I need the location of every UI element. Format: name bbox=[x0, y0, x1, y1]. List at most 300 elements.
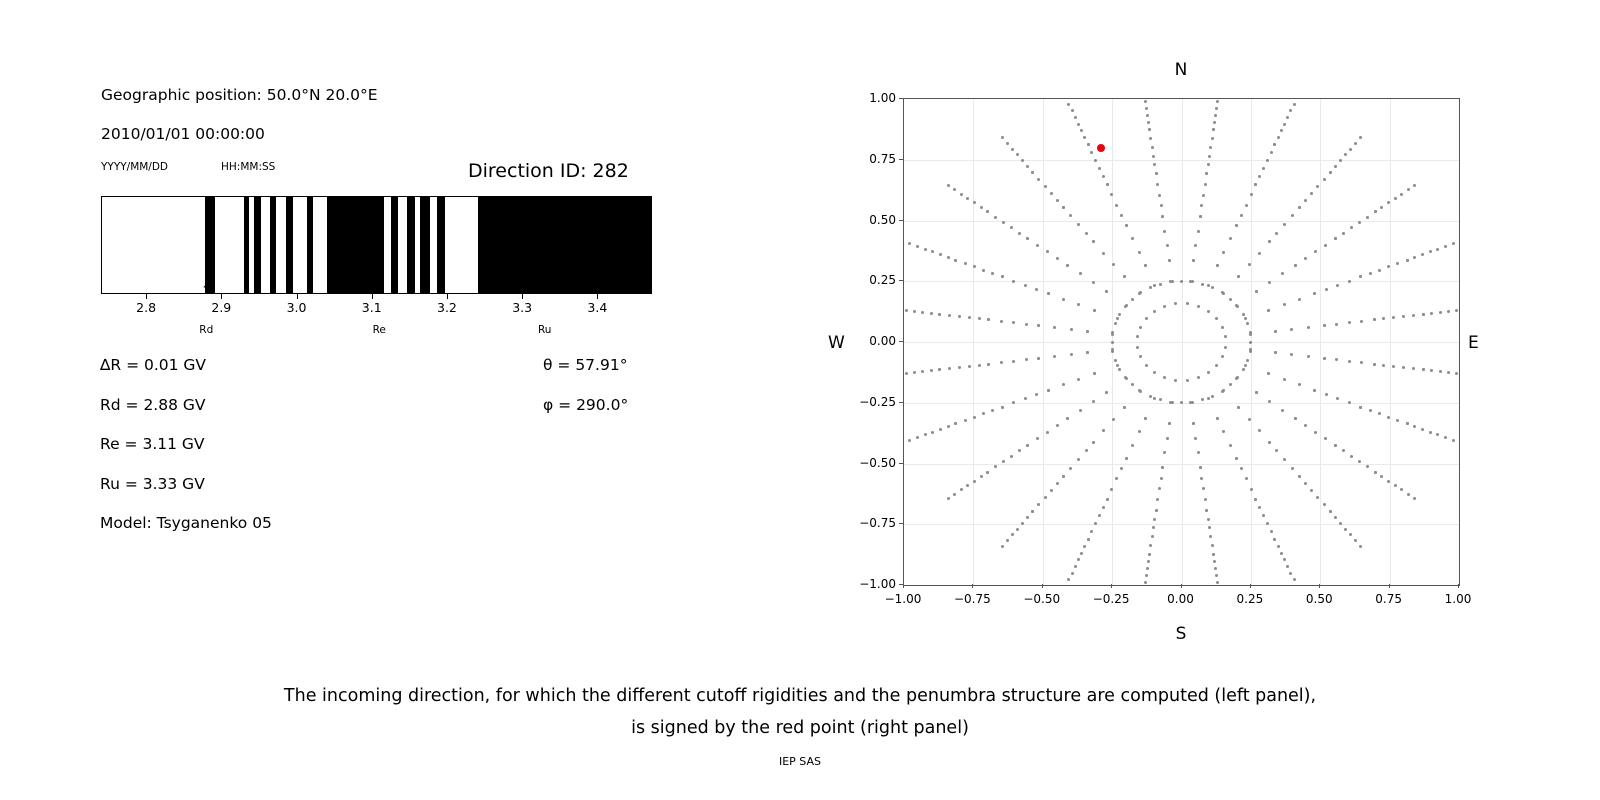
direction-point bbox=[1159, 283, 1162, 286]
direction-point bbox=[994, 465, 997, 468]
y-axis-tickmark bbox=[899, 98, 903, 99]
direction-point bbox=[1325, 288, 1328, 291]
direction-point bbox=[1348, 321, 1351, 324]
direction-point bbox=[1413, 425, 1416, 428]
direction-point bbox=[1011, 148, 1014, 151]
stat-model: Model: Tsyganenko 05 bbox=[100, 514, 272, 532]
direction-point bbox=[982, 412, 985, 415]
direction-point bbox=[1212, 553, 1215, 556]
direction-point bbox=[1324, 437, 1327, 440]
direction-point bbox=[991, 409, 994, 412]
direction-point bbox=[1036, 437, 1039, 440]
direction-point bbox=[1245, 204, 1248, 207]
direction-point bbox=[1163, 305, 1166, 308]
penumbra-band bbox=[307, 197, 314, 293]
direction-point bbox=[1079, 272, 1082, 275]
direction-point bbox=[1087, 538, 1090, 541]
direction-point bbox=[1273, 538, 1276, 541]
penumbra-axis-tick-label: 3.4 bbox=[587, 300, 608, 315]
direction-point bbox=[1200, 204, 1203, 207]
direction-point bbox=[1294, 417, 1297, 420]
direction-point bbox=[1378, 269, 1381, 272]
direction-point bbox=[1400, 193, 1403, 196]
direction-point bbox=[1334, 516, 1337, 519]
direction-point bbox=[1194, 244, 1197, 247]
direction-point bbox=[1342, 232, 1345, 235]
direction-point bbox=[1402, 366, 1405, 369]
gridline-horizontal bbox=[904, 160, 1459, 161]
direction-point bbox=[1344, 153, 1347, 156]
direction-point bbox=[1163, 376, 1166, 379]
direction-point bbox=[1197, 376, 1200, 379]
direction-point bbox=[1001, 545, 1004, 548]
direction-point bbox=[1086, 351, 1089, 354]
direction-point bbox=[1012, 401, 1015, 404]
compass-label-east: E bbox=[1468, 333, 1479, 353]
direction-point bbox=[1336, 397, 1339, 400]
direction-point bbox=[1380, 475, 1383, 478]
direction-point bbox=[1349, 533, 1352, 536]
direction-point bbox=[1161, 215, 1164, 218]
direction-point bbox=[1044, 496, 1047, 499]
direction-point bbox=[973, 416, 976, 419]
direction-point bbox=[1291, 214, 1294, 217]
direction-point bbox=[1304, 257, 1307, 260]
direction-point bbox=[1145, 574, 1148, 577]
direction-point bbox=[1277, 545, 1280, 548]
direction-point bbox=[1394, 197, 1397, 200]
direction-point bbox=[1145, 107, 1148, 110]
y-axis-tickmark bbox=[899, 220, 903, 221]
direction-point bbox=[1358, 460, 1361, 463]
direction-point bbox=[1087, 143, 1090, 146]
direction-point bbox=[1334, 444, 1337, 447]
direction-point bbox=[1229, 444, 1232, 447]
direction-point bbox=[930, 369, 933, 372]
direction-point bbox=[1124, 305, 1127, 308]
direction-point bbox=[1339, 159, 1342, 162]
x-axis-tick-label: −0.50 bbox=[1023, 592, 1061, 606]
direction-point bbox=[1304, 199, 1307, 202]
direction-point bbox=[1201, 283, 1204, 286]
gridline-horizontal bbox=[904, 342, 1459, 343]
direction-point bbox=[1360, 320, 1363, 323]
x-axis-tick-label: 0.00 bbox=[1167, 592, 1194, 606]
direction-point bbox=[986, 210, 989, 213]
compass-label-north: N bbox=[1174, 60, 1188, 80]
direction-point bbox=[1168, 422, 1171, 425]
direction-point bbox=[1044, 185, 1047, 188]
direction-point bbox=[1413, 184, 1416, 187]
direction-point bbox=[1037, 178, 1040, 181]
direction-point bbox=[1358, 221, 1361, 224]
direction-point bbox=[930, 312, 933, 315]
direction-point bbox=[1268, 400, 1271, 403]
direction-point bbox=[1192, 422, 1195, 425]
y-axis-tick-label: 1.00 bbox=[869, 91, 896, 105]
direction-point bbox=[1224, 346, 1227, 349]
direction-point bbox=[1313, 292, 1316, 295]
direction-point bbox=[924, 248, 927, 251]
direction-point bbox=[1090, 530, 1093, 533]
direction-point bbox=[1215, 574, 1218, 577]
direction-point bbox=[1314, 431, 1317, 434]
direction-point bbox=[1268, 441, 1271, 444]
direction-point bbox=[1298, 206, 1301, 209]
direction-point bbox=[1221, 326, 1224, 329]
direction-point bbox=[1147, 560, 1150, 563]
x-axis-tickmark bbox=[1042, 584, 1043, 588]
direction-point bbox=[1093, 309, 1096, 312]
penumbra-axis-tick-label: 2.8 bbox=[136, 300, 157, 315]
stat-re: Re = 3.11 GV bbox=[100, 435, 205, 453]
direction-point bbox=[1169, 401, 1172, 404]
direction-point bbox=[1000, 320, 1003, 323]
direction-point bbox=[1412, 314, 1415, 317]
direction-point bbox=[913, 310, 916, 313]
direction-point bbox=[1335, 358, 1338, 361]
y-axis-tick-label: −0.25 bbox=[859, 394, 896, 409]
direction-point bbox=[1050, 489, 1053, 492]
direction-point bbox=[1062, 475, 1065, 478]
direction-point bbox=[1136, 346, 1139, 349]
direction-point bbox=[1125, 224, 1128, 227]
y-axis-tickmark bbox=[899, 523, 903, 524]
direction-point bbox=[1085, 232, 1088, 235]
direction-point bbox=[1237, 406, 1240, 409]
y-axis-tick-label: −1.00 bbox=[859, 577, 896, 591]
penumbra-bar-chart bbox=[101, 196, 652, 294]
direction-point bbox=[1199, 466, 1202, 469]
x-axis-tick-label: 0.50 bbox=[1305, 592, 1333, 606]
direction-point bbox=[1216, 100, 1219, 103]
datetime-label: 2010/01/01 00:00:00 bbox=[101, 125, 265, 143]
direction-point bbox=[1348, 401, 1351, 404]
direction-point bbox=[1191, 401, 1194, 404]
direction-point bbox=[1242, 313, 1245, 316]
direction-point bbox=[1207, 397, 1210, 400]
direction-point bbox=[1098, 514, 1101, 517]
direction-point bbox=[1447, 310, 1450, 313]
direction-point bbox=[1071, 109, 1074, 112]
direction-point bbox=[1280, 129, 1283, 132]
direction-point bbox=[1304, 424, 1307, 427]
gridline-horizontal bbox=[904, 464, 1459, 465]
direction-point bbox=[1250, 488, 1253, 491]
direction-point bbox=[1215, 317, 1218, 320]
direction-point bbox=[1144, 581, 1147, 584]
direction-point bbox=[1115, 204, 1118, 207]
direction-point bbox=[1149, 137, 1152, 140]
direction-point bbox=[1236, 376, 1239, 379]
direction-point bbox=[1407, 493, 1410, 496]
penumbra-band bbox=[270, 197, 277, 293]
direction-point bbox=[1360, 361, 1363, 364]
direction-point bbox=[1211, 544, 1214, 547]
direction-point bbox=[1144, 264, 1147, 267]
direction-point bbox=[1339, 522, 1342, 525]
direction-point bbox=[1201, 398, 1204, 401]
x-axis-tickmark bbox=[1389, 584, 1390, 588]
direction-point bbox=[1366, 216, 1369, 219]
direction-point bbox=[1382, 317, 1385, 320]
direction-point bbox=[1209, 146, 1212, 149]
direction-point bbox=[1222, 430, 1225, 433]
direction-point bbox=[1237, 275, 1240, 278]
direction-point bbox=[1213, 121, 1216, 124]
direction-point bbox=[1093, 372, 1096, 375]
direction-point bbox=[1035, 288, 1038, 291]
direction-point bbox=[1336, 284, 1339, 287]
direction-point bbox=[1207, 163, 1210, 166]
penumbra-band bbox=[244, 197, 249, 293]
direction-point bbox=[954, 422, 957, 425]
direction-point bbox=[1011, 533, 1014, 536]
direction-point bbox=[1373, 318, 1376, 321]
direction-point bbox=[1118, 313, 1121, 316]
direction-point bbox=[1070, 328, 1073, 331]
direction-point bbox=[931, 431, 934, 434]
direction-point bbox=[1077, 378, 1080, 381]
penumbra-axis-tick bbox=[597, 294, 598, 299]
direction-point bbox=[1080, 129, 1083, 132]
direction-point bbox=[1145, 317, 1148, 320]
direction-point bbox=[1066, 264, 1069, 267]
direction-point bbox=[1274, 351, 1277, 354]
direction-point bbox=[1258, 429, 1261, 432]
direction-point bbox=[905, 372, 908, 375]
direction-point bbox=[1323, 324, 1326, 327]
direction-point bbox=[1268, 281, 1271, 284]
penumbra-panel bbox=[0, 0, 760, 660]
penumbra-axis-tick bbox=[146, 294, 147, 299]
direction-point bbox=[968, 365, 971, 368]
direction-point bbox=[1298, 475, 1301, 478]
direction-point bbox=[1374, 210, 1377, 213]
direction-point bbox=[1156, 183, 1159, 186]
direction-point bbox=[964, 419, 967, 422]
direction-point bbox=[1067, 578, 1070, 581]
direction-point bbox=[1294, 264, 1297, 267]
direction-point bbox=[1056, 482, 1059, 485]
direction-point bbox=[1283, 558, 1286, 561]
direction-point bbox=[1152, 155, 1155, 158]
direction-point bbox=[1350, 226, 1353, 229]
direction-point bbox=[1329, 171, 1332, 174]
direction-point bbox=[1153, 163, 1156, 166]
direction-point bbox=[1056, 199, 1059, 202]
direction-point bbox=[1056, 424, 1059, 427]
direction-point bbox=[1244, 317, 1247, 320]
direction-point bbox=[1249, 350, 1252, 353]
direction-point bbox=[1050, 192, 1053, 195]
direction-point bbox=[973, 201, 976, 204]
direction-point bbox=[960, 488, 963, 491]
direction-point bbox=[1202, 487, 1205, 490]
direction-point bbox=[978, 317, 981, 320]
marker-arrow-ru-icon: ↑ bbox=[539, 283, 551, 298]
direction-point bbox=[1116, 317, 1119, 320]
direction-point bbox=[1139, 355, 1142, 358]
sky-map-plot-area bbox=[903, 98, 1460, 586]
x-axis-tickmark bbox=[972, 584, 973, 588]
direction-point bbox=[1186, 302, 1189, 305]
direction-point bbox=[1209, 535, 1212, 538]
figure-caption bbox=[0, 680, 1600, 744]
penumbra-band bbox=[391, 197, 399, 293]
direction-point bbox=[1207, 371, 1210, 374]
direction-point bbox=[1273, 143, 1276, 146]
direction-point bbox=[1111, 350, 1114, 353]
direction-point bbox=[1429, 250, 1432, 253]
x-axis-tick-label: −0.75 bbox=[953, 592, 991, 606]
direction-point bbox=[1035, 393, 1038, 396]
direction-point bbox=[1062, 298, 1065, 301]
penumbra-axis-tick bbox=[372, 294, 373, 299]
y-axis-tickmark bbox=[899, 584, 903, 585]
direction-point bbox=[1216, 417, 1219, 420]
time-format-hint: HH:MM:SS bbox=[221, 161, 276, 173]
direction-point bbox=[1197, 451, 1200, 454]
direction-point bbox=[1166, 244, 1169, 247]
direction-point bbox=[1215, 107, 1218, 110]
direction-point bbox=[1439, 370, 1442, 373]
x-axis-tick-label: 1.00 bbox=[1444, 592, 1472, 606]
direction-point bbox=[1298, 298, 1301, 301]
direction-point bbox=[1204, 498, 1207, 501]
direction-point bbox=[1258, 252, 1261, 255]
penumbra-band bbox=[437, 197, 445, 293]
direction-point bbox=[1293, 103, 1296, 106]
direction-point bbox=[913, 371, 916, 374]
direction-point bbox=[958, 315, 961, 318]
direction-point bbox=[1267, 309, 1270, 312]
footer-credit: IEP SAS bbox=[778, 755, 822, 768]
direction-point bbox=[1152, 526, 1155, 529]
direction-point bbox=[1444, 436, 1447, 439]
direction-point bbox=[1102, 506, 1105, 509]
direction-point bbox=[1080, 552, 1083, 555]
direction-point bbox=[1289, 572, 1292, 575]
direction-point bbox=[1144, 417, 1147, 420]
direction-point bbox=[1396, 419, 1399, 422]
direction-point bbox=[1274, 330, 1277, 333]
direction-point bbox=[1392, 316, 1395, 319]
direction-point bbox=[1348, 360, 1351, 363]
direction-point bbox=[1021, 522, 1024, 525]
direction-point bbox=[1354, 142, 1357, 145]
direction-point bbox=[1083, 136, 1086, 139]
direction-point bbox=[1123, 275, 1126, 278]
direction-point bbox=[1249, 331, 1252, 334]
direction-point bbox=[1092, 400, 1095, 403]
direction-point bbox=[1159, 398, 1162, 401]
direction-point bbox=[1439, 311, 1442, 314]
direction-point bbox=[1246, 322, 1249, 325]
direction-point bbox=[1258, 175, 1261, 178]
direction-point bbox=[1169, 280, 1172, 283]
direction-point bbox=[960, 193, 963, 196]
penumbra-band bbox=[478, 197, 651, 293]
direction-point bbox=[1221, 355, 1224, 358]
direction-point bbox=[1197, 305, 1200, 308]
x-axis-tickmark bbox=[1319, 584, 1320, 588]
direction-point bbox=[1354, 539, 1357, 542]
direction-point bbox=[1255, 391, 1258, 394]
direction-point bbox=[1270, 530, 1273, 533]
direction-point bbox=[968, 316, 971, 319]
direction-point bbox=[1077, 303, 1080, 306]
direction-point bbox=[1310, 489, 1313, 492]
direction-point bbox=[1112, 418, 1115, 421]
y-axis-tick-label: 0.75 bbox=[869, 151, 896, 166]
penumbra-axis-tick-label: 3.3 bbox=[512, 300, 533, 315]
direction-point bbox=[1062, 206, 1065, 209]
direction-point bbox=[1235, 457, 1238, 460]
penumbra-band bbox=[254, 197, 261, 293]
direction-point bbox=[947, 497, 950, 500]
direction-point bbox=[1359, 275, 1362, 278]
direction-point bbox=[1413, 497, 1416, 500]
direction-point bbox=[1026, 237, 1029, 240]
direction-point bbox=[1240, 467, 1243, 470]
direction-point bbox=[1298, 383, 1301, 386]
direction-point bbox=[1158, 194, 1161, 197]
direction-point bbox=[1406, 422, 1409, 425]
direction-point bbox=[1413, 256, 1416, 259]
direction-point bbox=[1114, 322, 1117, 325]
direction-point bbox=[1392, 365, 1395, 368]
direction-point bbox=[1430, 312, 1433, 315]
direction-point bbox=[1153, 371, 1156, 374]
direction-point bbox=[1207, 518, 1210, 521]
direction-point bbox=[1290, 353, 1293, 356]
direction-point bbox=[908, 242, 911, 245]
direction-point bbox=[1160, 477, 1163, 480]
penumbra-axis-tick bbox=[297, 294, 298, 299]
direction-point bbox=[954, 259, 957, 262]
direction-point bbox=[1455, 372, 1458, 375]
direction-point bbox=[1002, 221, 1005, 224]
penumbra-band bbox=[327, 197, 384, 293]
direction-point bbox=[1131, 298, 1134, 301]
direction-point bbox=[1161, 466, 1164, 469]
direction-point bbox=[1192, 259, 1195, 262]
direction-point bbox=[1205, 172, 1208, 175]
direction-point bbox=[1092, 441, 1095, 444]
direction-point bbox=[1037, 357, 1040, 360]
direction-point bbox=[924, 433, 927, 436]
direction-point bbox=[1092, 240, 1095, 243]
direction-point bbox=[1163, 451, 1166, 454]
direction-point bbox=[1031, 510, 1034, 513]
direction-point bbox=[1062, 383, 1065, 386]
direction-point bbox=[1369, 272, 1372, 275]
direction-point bbox=[1289, 109, 1292, 112]
direction-point bbox=[1106, 183, 1109, 186]
direction-point bbox=[1105, 290, 1108, 293]
direction-point bbox=[1024, 284, 1027, 287]
direction-point bbox=[1074, 565, 1077, 568]
y-axis-tickmark bbox=[899, 159, 903, 160]
direction-point bbox=[1447, 371, 1450, 374]
direction-point bbox=[1153, 310, 1156, 313]
direction-point bbox=[1275, 232, 1278, 235]
direction-point bbox=[1067, 103, 1070, 106]
direction-point bbox=[1436, 248, 1439, 251]
selected-direction-point[interactable] bbox=[1097, 144, 1105, 152]
direction-point bbox=[1242, 368, 1245, 371]
